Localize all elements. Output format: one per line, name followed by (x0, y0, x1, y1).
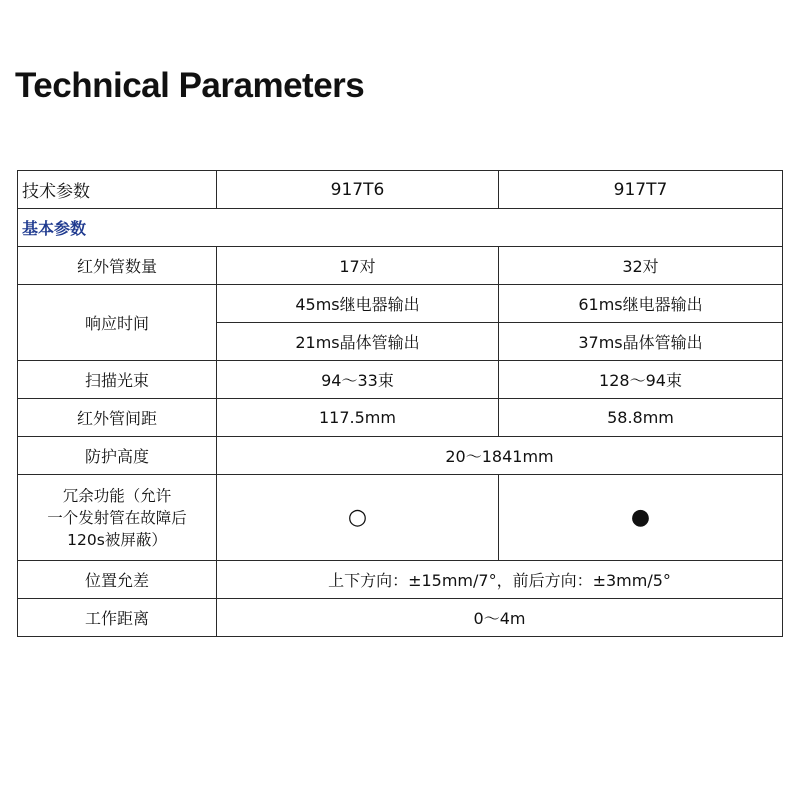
page-title: Technical Parameters (15, 66, 365, 105)
row-label-scan-beam: 扫描光束 (18, 361, 217, 399)
cell-distance-value: 0～4m (217, 599, 783, 637)
table-row (18, 561, 783, 599)
cell-ir-count-b: 32对 (499, 247, 783, 285)
table-row (18, 247, 783, 285)
table-row (18, 475, 783, 561)
cell-response-b-transistor: 37ms晶体管输出 (499, 323, 783, 361)
cell-ir-spacing-a: 117.5mm (217, 399, 499, 437)
cell-response-a-transistor: 21ms晶体管输出 (217, 323, 499, 361)
section-row (18, 209, 783, 247)
row-label-tolerance: 位置允差 (18, 561, 217, 599)
row-label-height: 防护高度 (18, 437, 217, 475)
table-row (18, 361, 783, 399)
cell-response-a-relay: 45ms继电器输出 (217, 285, 499, 323)
cell-redundancy-b: ● (499, 475, 783, 561)
table-row (18, 399, 783, 437)
section-title: 基本参数 (18, 209, 783, 247)
cell-tolerance-value: 上下方向：±15mm/7°，前后方向：±3mm/5° (217, 561, 783, 599)
header-param: 技术参数 (18, 171, 217, 209)
row-label-ir-spacing: 红外管间距 (18, 399, 217, 437)
row-label-redundancy (18, 475, 217, 561)
cell-scan-beam-a: 94～33束 (217, 361, 499, 399)
redundancy-label-line-3: 120s被屏蔽） (67, 530, 167, 549)
table-row (18, 437, 783, 475)
row-label-ir-count: 红外管数量 (18, 247, 217, 285)
table-row (18, 599, 783, 637)
cell-response-b-relay: 61ms继电器输出 (499, 285, 783, 323)
header-model-b: 917T7 (499, 171, 783, 209)
redundancy-label-line-2: 一个发射管在故障后 (47, 508, 187, 527)
redundancy-label-line-1: 冗余功能（允许 (62, 486, 172, 505)
header-model-a: 917T6 (217, 171, 499, 209)
cell-scan-beam-b: 128～94束 (499, 361, 783, 399)
table-row (18, 285, 783, 323)
cell-redundancy-a: ○ (217, 475, 499, 561)
cell-height-value: 20～1841mm (217, 437, 783, 475)
row-label-response: 响应时间 (18, 285, 217, 361)
row-label-distance: 工作距离 (18, 599, 217, 637)
cell-ir-count-a: 17对 (217, 247, 499, 285)
cell-ir-spacing-b: 58.8mm (499, 399, 783, 437)
spec-table (17, 170, 783, 637)
table-header-row (18, 171, 783, 209)
